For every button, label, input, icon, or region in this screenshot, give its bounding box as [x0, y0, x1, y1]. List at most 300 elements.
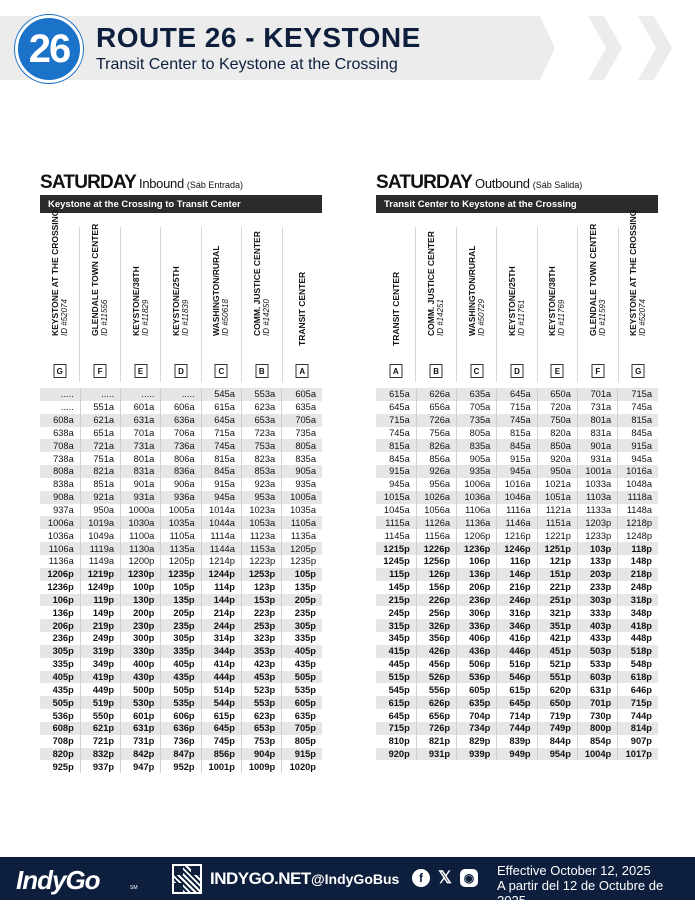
outbound-heading: [376, 172, 658, 194]
time-cell: 1105a: [161, 529, 201, 542]
table-row: [40, 388, 322, 401]
social-handle[interactable]: @IndyGoBus: [311, 871, 400, 887]
time-cell: 715a: [376, 414, 416, 427]
time-cell: 546p: [497, 671, 537, 684]
time-cell: 856a: [416, 452, 456, 465]
time-cell: 235p: [282, 606, 322, 619]
table-row: [376, 594, 658, 607]
time-cell: 904p: [241, 748, 281, 761]
effective-date: [497, 863, 695, 908]
time-cell: 1006a: [457, 478, 497, 491]
stop-id: ID #50729: [476, 299, 486, 336]
time-cell: 808a: [40, 465, 80, 478]
time-cell: 905a: [282, 465, 322, 478]
stop-code: D: [174, 364, 187, 378]
time-cell: .....: [80, 388, 120, 401]
time-cell: 305p: [40, 645, 80, 658]
time-cell: 820p: [40, 748, 80, 761]
time-cell: 800p: [577, 722, 617, 735]
stop-header: [416, 227, 456, 382]
time-cell: 418p: [618, 619, 658, 632]
stop-code: B: [255, 364, 268, 378]
stop-id: ID #11593: [597, 299, 607, 336]
time-cell: 136p: [457, 568, 497, 581]
time-cell: 1233p: [577, 529, 617, 542]
time-cell: 705p: [282, 722, 322, 735]
stop-name: GLENDALE TOWN CENTER: [587, 223, 598, 336]
time-cell: 726p: [416, 722, 456, 735]
inbound-times-table: [40, 388, 322, 773]
stop-label: [391, 272, 401, 346]
time-cell: 605p: [282, 696, 322, 709]
stop-code: C: [215, 364, 228, 378]
website-link[interactable]: INDYGO.NET: [210, 869, 311, 888]
time-cell: 121p: [537, 555, 577, 568]
stop-code: A: [389, 364, 402, 378]
time-cell: 920p: [376, 748, 416, 761]
stop-id: ID #11769: [557, 299, 567, 336]
time-cell: 1253p: [241, 568, 281, 581]
time-cell: 253p: [241, 619, 281, 632]
time-cell: 620p: [537, 683, 577, 696]
time-cell: 349p: [80, 658, 120, 671]
table-row: [40, 645, 322, 658]
time-cell: 815a: [201, 452, 241, 465]
time-cell: 430p: [121, 671, 161, 684]
effective-date-es: A partir del 12 de Octubre de 2025: [497, 878, 664, 908]
time-cell: 605p: [457, 683, 497, 696]
outbound-day: SATURDAY: [376, 172, 473, 193]
time-cell: 623a: [241, 401, 281, 414]
time-cell: 920a: [537, 452, 577, 465]
time-cell: 1136a: [40, 555, 80, 568]
time-cell: 945a: [201, 491, 241, 504]
table-row: [376, 504, 658, 517]
time-cell: 623p: [241, 709, 281, 722]
time-cell: 650p: [537, 696, 577, 709]
time-cell: 1046a: [497, 491, 537, 504]
time-cell: 734p: [457, 722, 497, 735]
table-row: [376, 478, 658, 491]
time-cell: 523p: [241, 683, 281, 696]
table-row: [40, 658, 322, 671]
time-cell: 1004p: [577, 748, 617, 761]
time-cell: 1017p: [618, 748, 658, 761]
x-icon[interactable]: 𝕏: [438, 868, 452, 887]
time-cell: 218p: [618, 568, 658, 581]
stop-code: A: [296, 364, 309, 378]
time-cell: 345p: [376, 632, 416, 645]
table-row: [376, 632, 658, 645]
table-row: [40, 427, 322, 440]
stop-label: [131, 266, 151, 336]
time-cell: 708p: [40, 735, 80, 748]
qr-code-icon[interactable]: [172, 864, 202, 894]
time-cell: 730p: [577, 709, 617, 722]
time-cell: 931a: [121, 491, 161, 504]
time-cell: 820a: [537, 427, 577, 440]
time-cell: 745a: [497, 414, 537, 427]
time-cell: 723a: [241, 427, 281, 440]
time-cell: 636p: [161, 722, 201, 735]
table-row: [40, 439, 322, 452]
time-cell: 915a: [618, 439, 658, 452]
time-cell: 1001a: [577, 465, 617, 478]
time-cell: 1244p: [201, 568, 241, 581]
time-cell: 244p: [201, 619, 241, 632]
time-cell: 1126a: [416, 516, 456, 529]
time-cell: 346p: [497, 619, 537, 632]
time-cell: 1235p: [161, 568, 201, 581]
time-cell: 330p: [121, 645, 161, 658]
time-cell: 1245p: [376, 555, 416, 568]
time-cell: 1023a: [241, 504, 281, 517]
time-cell: 744p: [618, 709, 658, 722]
time-cell: 823a: [241, 452, 281, 465]
time-cell: 206p: [457, 581, 497, 594]
time-cell: 521p: [537, 658, 577, 671]
time-cell: 735a: [282, 427, 322, 440]
table-row: [376, 439, 658, 452]
instagram-icon[interactable]: ◉: [460, 869, 478, 887]
time-cell: 503p: [577, 645, 617, 658]
time-cell: 235p: [161, 619, 201, 632]
time-cell: 905a: [457, 452, 497, 465]
table-row: [376, 388, 658, 401]
table-row: [40, 594, 322, 607]
time-cell: 533p: [577, 658, 617, 671]
time-cell: 1020p: [282, 760, 322, 773]
stop-name: COMM. JUSTICE CENTER: [426, 231, 437, 336]
table-row: [40, 760, 322, 773]
time-cell: 348p: [618, 606, 658, 619]
time-cell: 653p: [241, 722, 281, 735]
time-cell: 1205p: [282, 542, 322, 555]
time-cell: 704p: [457, 709, 497, 722]
time-cell: 206p: [40, 619, 80, 632]
time-cell: 953a: [241, 491, 281, 504]
time-cell: 553a: [241, 388, 281, 401]
time-cell: 426p: [416, 645, 456, 658]
stop-id: ID #11761: [516, 299, 526, 336]
outbound-times-table: [376, 388, 658, 760]
time-cell: 1014a: [201, 504, 241, 517]
stop-id: ID #14250: [261, 299, 271, 336]
stop-label: [211, 245, 231, 336]
time-cell: 701a: [577, 388, 617, 401]
time-cell: 514p: [201, 683, 241, 696]
time-cell: 1200p: [121, 555, 161, 568]
time-cell: 314p: [201, 632, 241, 645]
time-cell: 845a: [618, 427, 658, 440]
time-cell: 149p: [80, 606, 120, 619]
time-cell: 638a: [40, 427, 80, 440]
time-cell: 103p: [577, 542, 617, 555]
time-cell: 705a: [457, 401, 497, 414]
inbound-day: SATURDAY: [40, 172, 137, 193]
time-cell: 650a: [537, 388, 577, 401]
time-cell: 1016a: [497, 478, 537, 491]
table-row: [376, 722, 658, 735]
time-cell: 645p: [201, 722, 241, 735]
time-cell: 236p: [457, 594, 497, 607]
stop-label: [297, 272, 307, 346]
time-cell: 406p: [457, 632, 497, 645]
time-cell: 305p: [161, 632, 201, 645]
time-cell: 1223p: [241, 555, 281, 568]
time-cell: 1036a: [457, 491, 497, 504]
time-cell: 130p: [121, 594, 161, 607]
table-row: [40, 619, 322, 632]
time-cell: 608p: [40, 722, 80, 735]
stop-header: [40, 209, 80, 382]
time-cell: 835a: [457, 439, 497, 452]
time-cell: 1001p: [201, 760, 241, 773]
time-cell: 945a: [618, 452, 658, 465]
stop-header: [121, 227, 161, 382]
time-cell: 731p: [121, 735, 161, 748]
chevron-decoration: [588, 16, 622, 80]
table-row: [376, 658, 658, 671]
stop-code: F: [591, 364, 604, 378]
time-cell: 415p: [376, 645, 416, 658]
table-row: [376, 683, 658, 696]
time-cell: 656p: [416, 709, 456, 722]
time-cell: 735a: [457, 414, 497, 427]
time-cell: 421p: [537, 632, 577, 645]
time-cell: 1100a: [121, 529, 161, 542]
time-cell: 945a: [497, 465, 537, 478]
time-cell: 319p: [80, 645, 120, 658]
stop-header: [457, 227, 497, 382]
table-row: [40, 581, 322, 594]
facebook-icon[interactable]: f: [412, 869, 430, 887]
time-cell: 1218p: [618, 516, 658, 529]
time-cell: 921a: [80, 491, 120, 504]
table-row: [40, 452, 322, 465]
table-row: [40, 748, 322, 761]
table-row: [40, 709, 322, 722]
time-cell: 621a: [80, 414, 120, 427]
time-cell: 1235p: [282, 555, 322, 568]
time-cell: 915a: [376, 465, 416, 478]
time-cell: 221p: [537, 581, 577, 594]
time-cell: 810p: [376, 735, 416, 748]
table-row: [376, 619, 658, 632]
stop-header: [619, 209, 658, 382]
stop-code: G: [53, 364, 66, 378]
time-cell: 701p: [577, 696, 617, 709]
time-cell: 230p: [121, 619, 161, 632]
table-row: [40, 632, 322, 645]
time-cell: 831a: [121, 465, 161, 478]
time-cell: 615p: [376, 696, 416, 709]
time-cell: 306p: [457, 606, 497, 619]
time-cell: 1116a: [497, 504, 537, 517]
footer: [0, 857, 695, 908]
time-cell: 300p: [121, 632, 161, 645]
time-cell: 815a: [376, 439, 416, 452]
time-cell: 1053a: [241, 516, 281, 529]
time-cell: 456p: [416, 658, 456, 671]
table-row: [376, 465, 658, 478]
time-cell: 753a: [241, 439, 281, 452]
time-cell: 551p: [537, 671, 577, 684]
stop-id: ID #50618: [221, 299, 231, 336]
stop-code: B: [430, 364, 443, 378]
stop-label: [588, 224, 608, 336]
stop-header: [242, 227, 282, 382]
stop-name: KEYSTONE/38TH: [130, 266, 141, 336]
time-cell: 203p: [577, 568, 617, 581]
time-cell: 249p: [80, 632, 120, 645]
time-cell: 1021a: [537, 478, 577, 491]
time-cell: 1015a: [376, 491, 416, 504]
stop-label: [90, 224, 110, 336]
time-cell: 626a: [416, 388, 456, 401]
time-cell: 706a: [161, 427, 201, 440]
table-row: [376, 671, 658, 684]
time-cell: 1049a: [80, 529, 120, 542]
time-cell: 1148a: [618, 504, 658, 517]
time-cell: 1144a: [201, 542, 241, 555]
time-cell: 949p: [497, 748, 537, 761]
stop-label: [628, 210, 648, 336]
time-cell: 148p: [618, 555, 658, 568]
time-cell: 845a: [376, 452, 416, 465]
indygo-logo: IndyGo: [16, 865, 100, 895]
table-row: [40, 401, 322, 414]
time-cell: 915a: [497, 452, 537, 465]
stop-code: G: [632, 364, 645, 378]
service-mark: SM: [130, 885, 138, 891]
time-cell: 1256p: [416, 555, 456, 568]
time-cell: 114p: [201, 581, 241, 594]
stop-id: ID #52074: [59, 299, 69, 336]
outbound-stop-headers: [376, 209, 658, 382]
time-cell: 1146a: [497, 516, 537, 529]
table-row: [376, 606, 658, 619]
time-cell: 826a: [416, 439, 456, 452]
time-cell: 1206p: [457, 529, 497, 542]
time-cell: 451p: [537, 645, 577, 658]
time-cell: 805a: [457, 427, 497, 440]
stop-id: ID #11556: [100, 299, 110, 336]
time-cell: 1145a: [376, 529, 416, 542]
time-cell: 1203p: [577, 516, 617, 529]
time-cell: 947p: [121, 760, 161, 773]
time-cell: 801a: [121, 452, 161, 465]
time-cell: 351p: [537, 619, 577, 632]
stop-label: [50, 210, 70, 336]
time-cell: 200p: [121, 606, 161, 619]
time-cell: 405p: [282, 645, 322, 658]
stop-label: [507, 266, 527, 336]
time-cell: 1009p: [241, 760, 281, 773]
time-cell: 726a: [416, 414, 456, 427]
stop-code: D: [510, 364, 523, 378]
time-cell: 615a: [376, 388, 416, 401]
time-cell: 233p: [577, 581, 617, 594]
time-cell: 618p: [618, 671, 658, 684]
time-cell: 838a: [40, 478, 80, 491]
table-row: [376, 452, 658, 465]
stop-code: E: [134, 364, 147, 378]
time-cell: 731a: [121, 439, 161, 452]
stop-id: ID #52074: [638, 299, 648, 336]
time-cell: 1000a: [121, 504, 161, 517]
time-cell: 615p: [201, 709, 241, 722]
time-cell: 403p: [577, 619, 617, 632]
stop-name: KEYSTONE/38TH: [547, 266, 558, 336]
table-row: [40, 696, 322, 709]
time-cell: 915a: [201, 478, 241, 491]
table-row: [40, 491, 322, 504]
time-cell: 526p: [416, 671, 456, 684]
time-cell: 814p: [618, 722, 658, 735]
time-cell: 316p: [497, 606, 537, 619]
time-cell: 635a: [282, 401, 322, 414]
time-cell: 1119a: [80, 542, 120, 555]
time-cell: 850a: [537, 439, 577, 452]
time-cell: 656a: [416, 401, 456, 414]
time-cell: 136p: [40, 606, 80, 619]
inbound-heading: [40, 172, 322, 194]
time-cell: 106p: [457, 555, 497, 568]
time-cell: 1230p: [121, 568, 161, 581]
time-cell: 335p: [161, 645, 201, 658]
time-cell: 315p: [376, 619, 416, 632]
time-cell: 248p: [618, 581, 658, 594]
time-cell: 126p: [416, 568, 456, 581]
time-cell: 448p: [618, 632, 658, 645]
time-cell: 805p: [282, 735, 322, 748]
stop-name: TRANSIT CENTER: [297, 271, 308, 346]
time-cell: 635p: [457, 696, 497, 709]
time-cell: 116p: [497, 555, 537, 568]
time-cell: 1215p: [376, 542, 416, 555]
time-cell: 937a: [40, 504, 80, 517]
time-cell: 1118a: [618, 491, 658, 504]
table-row: [40, 722, 322, 735]
time-cell: 123p: [241, 581, 281, 594]
time-cell: 435p: [161, 671, 201, 684]
time-cell: 845a: [497, 439, 537, 452]
time-cell: 806a: [161, 452, 201, 465]
time-cell: 636a: [161, 414, 201, 427]
time-cell: 323p: [241, 632, 281, 645]
time-cell: 1136a: [457, 516, 497, 529]
time-cell: 119p: [80, 594, 120, 607]
time-cell: 651a: [80, 427, 120, 440]
time-cell: .....: [40, 401, 80, 414]
time-cell: 945a: [376, 478, 416, 491]
time-cell: 853a: [241, 465, 281, 478]
table-row: [40, 671, 322, 684]
time-cell: 836a: [161, 465, 201, 478]
time-cell: 135p: [282, 581, 322, 594]
time-cell: 835a: [282, 452, 322, 465]
time-cell: 1214p: [201, 555, 241, 568]
inbound-direction-bar: Keystone at the Crossing to Transit Center: [40, 195, 322, 213]
time-cell: 544p: [201, 696, 241, 709]
stop-header: [80, 223, 120, 382]
time-cell: 815a: [497, 427, 537, 440]
table-row: [376, 491, 658, 504]
stop-header: [538, 227, 578, 382]
time-cell: 907p: [618, 735, 658, 748]
stop-header: [497, 227, 537, 382]
